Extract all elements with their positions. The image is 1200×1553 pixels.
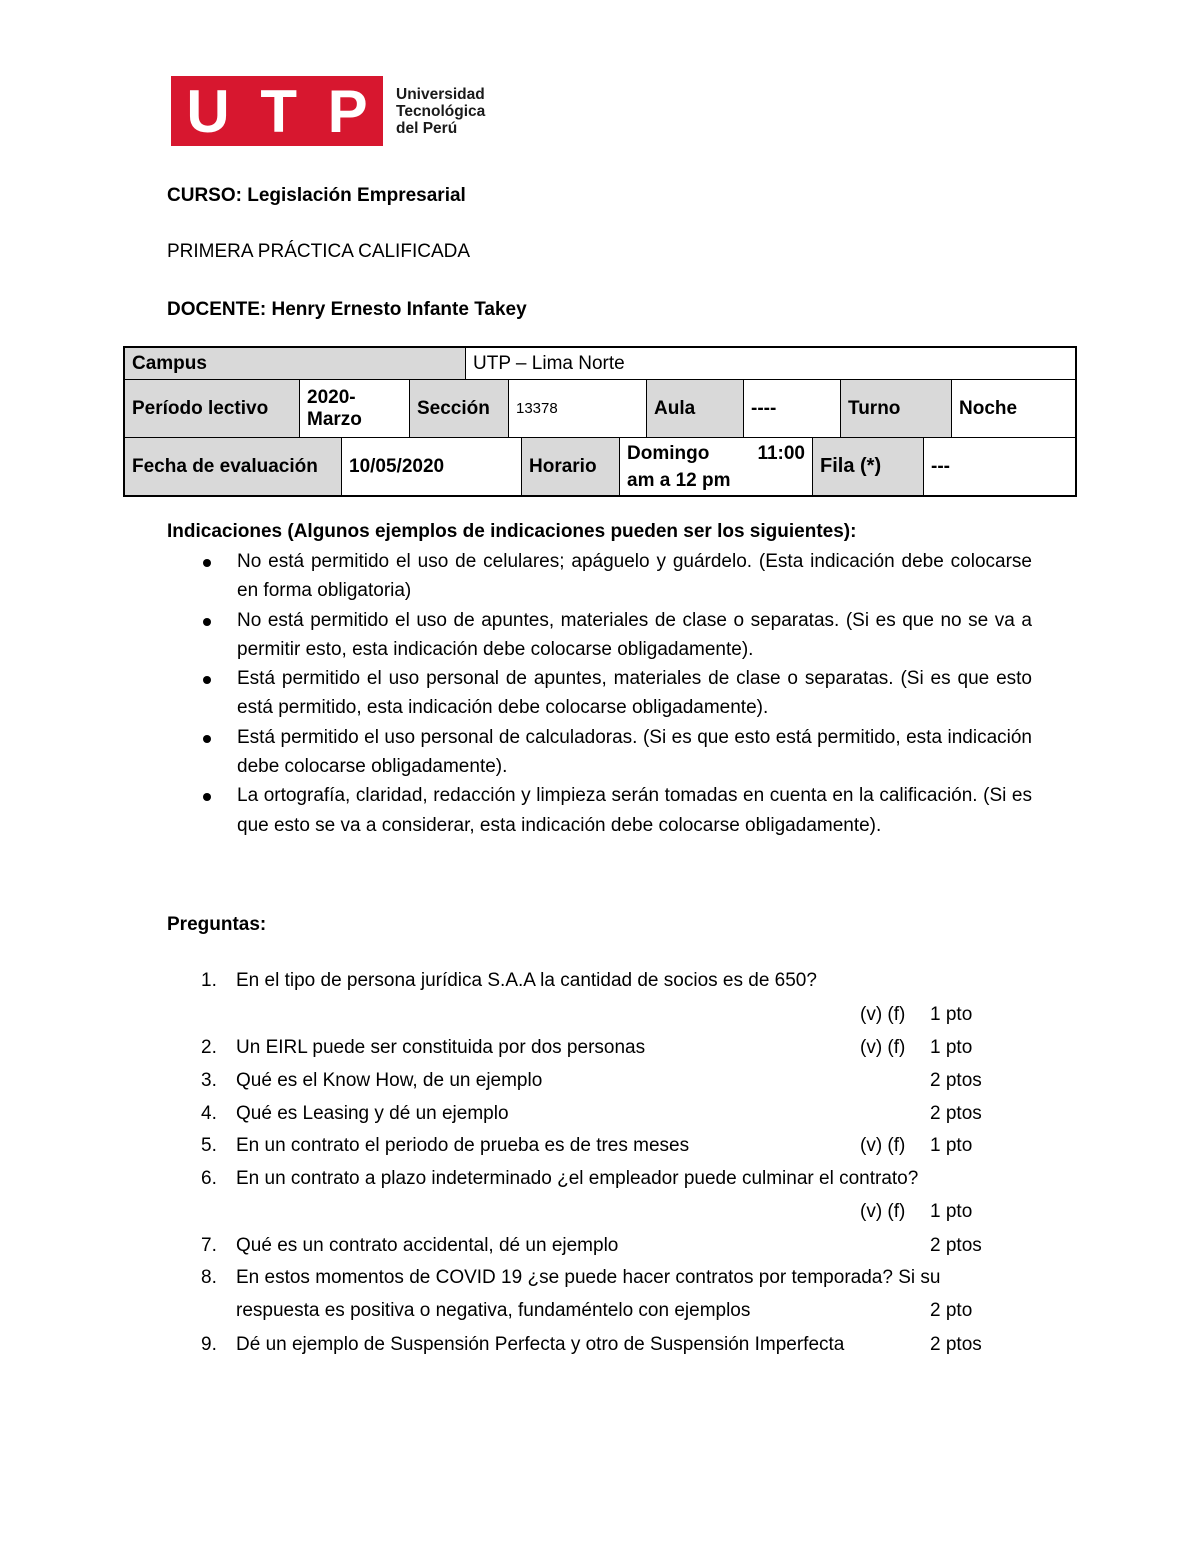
list-item: [200, 723, 1032, 782]
periodo-value-line-2: Marzo: [307, 408, 362, 430]
list-item: [200, 664, 1032, 723]
horario-start: 11:00: [757, 442, 805, 464]
question-number: 6.: [201, 1168, 217, 1189]
logo-letter-t: T: [260, 77, 297, 145]
bullet-icon: [203, 735, 211, 743]
indicaciones-list: [200, 547, 1032, 840]
course-title: CURSO: Legislación Empresarial: [167, 185, 466, 206]
university-name-line-3: del Perú: [396, 120, 458, 137]
question-7: [0, 1231, 1200, 1261]
aula-value: ----: [744, 380, 841, 438]
question-points: 1 pto: [930, 1135, 973, 1156]
question-number: 3.: [201, 1070, 217, 1091]
question-text: Un EIRL puede ser constituida por dos personas: [236, 1037, 646, 1058]
exam-title: PRIMERA PRÁCTICA CALIFICADA: [167, 241, 471, 262]
fecha-label: Fecha de evaluación: [125, 438, 342, 495]
question-points: 1 pto: [930, 1037, 973, 1058]
question-1: [0, 966, 1200, 996]
true-false-choice: (v) (f): [860, 1037, 906, 1058]
question-points: 1 pto: [930, 1004, 973, 1025]
question-number: 5.: [201, 1135, 217, 1156]
turno-label: Turno: [841, 380, 952, 438]
question-9: [0, 1330, 1200, 1360]
question-number: 7.: [201, 1235, 217, 1256]
question-text: Qué es el Know How, de un ejemplo: [236, 1070, 543, 1091]
question-text: En estos momentos de COVID 19 ¿se puede hacer contratos por temporada? Si su: [236, 1267, 941, 1288]
question-points: 2 ptos: [930, 1070, 982, 1091]
list-item: [200, 781, 1032, 840]
campus-value: UTP – Lima Norte: [466, 348, 1077, 380]
question-points: 1 pto: [930, 1201, 973, 1222]
true-false-choice: (v) (f): [860, 1004, 906, 1025]
info-table: [123, 346, 1077, 497]
seccion-label: Sección: [410, 380, 509, 438]
university-name-line-2: Tecnológica: [396, 103, 486, 120]
question-text: En el tipo de persona jurídica S.A.A la cantidad de socios es de 650?: [236, 970, 817, 991]
question-4: [0, 1099, 1200, 1129]
question-number: 2.: [201, 1037, 217, 1058]
question-text: Dé un ejemplo de Suspensión Perfecta y otro de Suspensión Imperfecta: [236, 1334, 845, 1355]
question-8: [0, 1263, 1200, 1293]
question-6-scoring: [0, 1197, 1200, 1227]
question-points: 2 ptos: [930, 1103, 982, 1124]
utp-logo: [171, 76, 383, 146]
question-6: [0, 1164, 1200, 1194]
fila-label: Fila (*): [813, 438, 924, 495]
preguntas-title: Preguntas:: [167, 914, 267, 935]
horario-range: am a 12 pm: [627, 469, 731, 491]
list-item-text: Está permitido el uso personal de apuntes, materiales de clase o separatas. (Si es que esto está permitido, esta indicación debe colocarse obligadamente).: [237, 668, 1032, 719]
logo-letter-u: U: [186, 77, 230, 145]
horario-label: Horario: [522, 438, 620, 495]
campus-label: Campus: [125, 348, 466, 380]
bullet-icon: [203, 559, 211, 567]
question-text: En un contrato a plazo indeterminado ¿el empleador puede culminar el contrato?: [236, 1168, 919, 1189]
question-1-scoring: [0, 1000, 1200, 1030]
question-points: 2 pto: [930, 1300, 973, 1321]
question-text: En un contrato el periodo de prueba es de tres meses: [236, 1135, 690, 1156]
question-2: [0, 1033, 1200, 1063]
turno-value: Noche: [952, 380, 1077, 438]
fila-value: ---: [931, 455, 950, 477]
logo-letter-p: P: [327, 77, 368, 145]
question-number: 4.: [201, 1103, 217, 1124]
list-item-text: No está permitido el uso de apuntes, materiales de clase o separatas. (Si es que no se va a permitir esto, esta indicación debe colocarse obligadamente).: [237, 609, 1032, 660]
list-item: [200, 547, 1032, 606]
teacher-name: DOCENTE: Henry Ernesto Infante Takey: [167, 299, 527, 320]
university-name: [396, 86, 485, 137]
horario-day: Domingo: [627, 442, 710, 464]
question-points: 2 ptos: [930, 1334, 982, 1355]
horario-value: [620, 438, 813, 495]
true-false-choice: (v) (f): [860, 1135, 906, 1156]
question-number: 1.: [201, 970, 217, 991]
periodo-value: [300, 380, 410, 438]
indicaciones-title: Indicaciones (Algunos ejemplos de indicaciones pueden ser los siguientes):: [167, 521, 857, 542]
question-text: Qué es un contrato accidental, dé un ejemplo: [236, 1235, 619, 1256]
question-number: 9.: [201, 1334, 217, 1355]
bullet-icon: [203, 793, 211, 801]
fecha-value: 10/05/2020: [342, 438, 522, 495]
university-name-line-1: Universidad: [396, 86, 485, 103]
aula-label: Aula: [647, 380, 744, 438]
bullet-icon: [203, 676, 211, 684]
question-text-continued: respuesta es positiva o negativa, fundaméntelo con ejemplos: [236, 1300, 751, 1321]
seccion-value: 13378: [509, 380, 647, 438]
question-8-continued: [0, 1296, 1200, 1326]
question-points: 2 ptos: [930, 1235, 982, 1256]
bullet-icon: [203, 618, 211, 626]
question-number: 8.: [201, 1267, 217, 1288]
true-false-choice: (v) (f): [860, 1201, 906, 1222]
periodo-value-line-1: 2020-: [307, 386, 356, 408]
question-text: Qué es Leasing y dé un ejemplo: [236, 1103, 509, 1124]
list-item: [200, 606, 1032, 665]
list-item-text: La ortografía, claridad, redacción y limpieza serán tomadas en cuenta en la calificación. (Si es que esto se va a considerar, esta indicación debe colocarse obligadamente).: [237, 785, 1032, 836]
list-item-text: Está permitido el uso personal de calculadoras. (Si es que esto está permitido, esta indicación debe colocarse obligadamente).: [237, 726, 1032, 778]
periodo-label: Período lectivo: [125, 380, 300, 438]
question-3: [0, 1066, 1200, 1096]
list-item-text: No está permitido el uso de celulares; apáguelo y guárdelo. (Esta indicación debe colocarse en forma obligatoria): [237, 551, 1032, 602]
question-5: [0, 1131, 1200, 1161]
